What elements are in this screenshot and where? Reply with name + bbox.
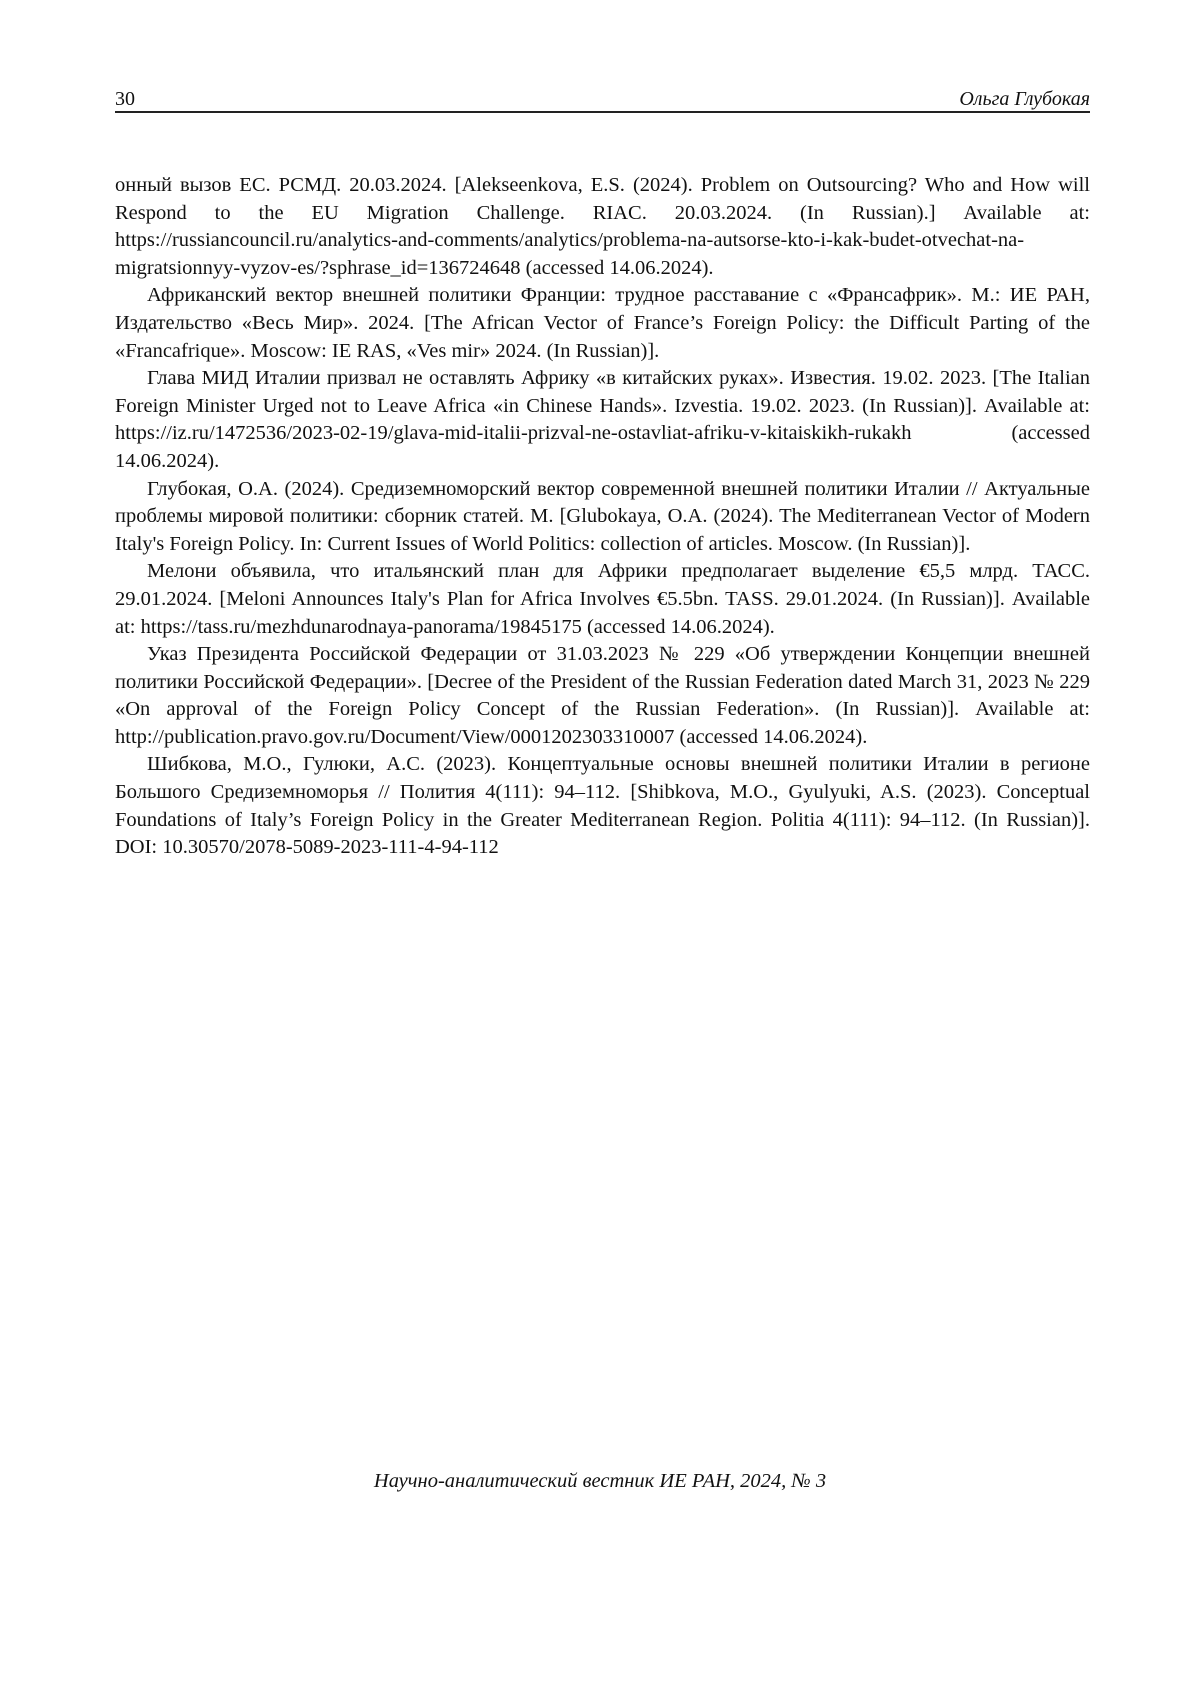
reference-entry: Глава МИД Италии призвал не оставлять Африку «в китайских руках». Известия. 19.02. 2023. [The Italian Foreign Minister Urged not to Leave Africa «in Chinese Hands». Izvestia. 19.02. 2023. (In Russian)]. Available at: https://iz.ru/1472536/2023-02-19/glava-mid-italii-prizval-ne-ostavliat-afriku-v-kitaiskikh-rukakh (accessed 14.06.2024). [115,367,1090,472]
reference-entry: онный вызов ЕС. РСМД. 20.03.2024. [Alekseenkova, E.S. (2024). Problem on Outsourcing? Who and How will Respond to the EU Migration Challenge. RIAC. 20.03.2024. (In Russian).] Available at: https://russiancouncil.ru/analytics-and-comments/analytics/problema-na-autsorse-kto-i-kak-budet-otvechat-na-migratsionnyy-vyzov-es/?sphrase_id=136724648 (accessed 14.06.2024). [115,174,1090,279]
running-author: Ольга Глубокая [959,88,1090,110]
reference-entry: Мелони объявила, что итальянский план для Африки предполагает выделение €5,5 млрд. ТАСС. 29.01.2024. [Meloni Announces Italy's Plan for Africa Involves €5.5bn. TASS. 29.01.2024. (In Russian)]. Available at: https://tass.ru/mezhdunarodnaya-panorama/19845175 (accessed 14.06.2024). [115,560,1090,638]
reference-entry: Глубокая, О.А. (2024). Средиземноморский вектор современной внешней политики Италии // Актуальные проблемы мировой политики: сборник статей. М. [Glubokaya, O.A. (2024). The Mediterranean Vector of Modern Italy's Foreign Policy. In: Current Issues of World Politics: collection of articles. Moscow. (In Russian)]. [115,477,1090,555]
reference-entry: Африканский вектор внешней политики Франции: трудное расставание с «Франсафрик». М.: ИЕ РАН, Издательство «Весь Мир». 2024. [The African Vector of France’s Foreign Policy: the Difficult Parting of the «Francafrique». Moscow: IE RAS, «Ves mir» 2024. (In Russian)]. [115,284,1090,362]
reference-entry: Указ Президента Российской Федерации от 31.03.2023 № 229 «Об утверждении Концепции внешней политики Российской Федерации». [Decree of the President of the Russian Federation dated March 31, 2023 № 229 «On approval of the Foreign Policy Concept of the Russian Federation». (In Russian)]. Available at: http://publication.pravo.gov.ru/Document/View/0001202303310007 (accessed 14.06.2024). [115,643,1090,748]
reference-entry: Шибкова, М.О., Гулюки, А.С. (2023). Концептуальные основы внешней политики Италии в регионе Большого Средиземноморья // Полития 4(111): 94–112. [Shibkova, M.O., Gyulyuki, A.S. (2023). Conceptual Foundations of Italy’s Foreign Policy in the Greater Mediterranean Region. Politia 4(111): 94–112. (In Russian)]. DOI: 10.30570/2078-5089-2023-111-4-94-112 [115,753,1090,859]
page-number: 30 [115,88,135,110]
running-header [115,85,1090,113]
journal-footer: Научно-аналитический вестник ИЕ РАН, 2024, № 3 [373,1470,827,1492]
references-list [115,172,1090,862]
